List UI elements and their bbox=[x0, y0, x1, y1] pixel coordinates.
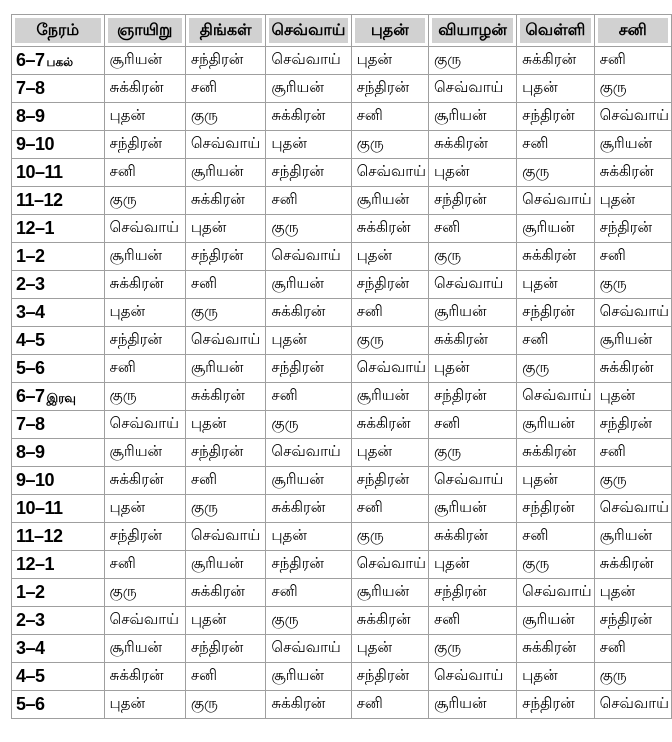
planet-cell: சூரியன் bbox=[104, 243, 185, 271]
planet-cell: சனி bbox=[185, 271, 266, 299]
planet-cell: சனி bbox=[104, 551, 185, 579]
day-night-label: பகல் bbox=[46, 55, 74, 69]
planet-cell: சுக்கிரன் bbox=[185, 579, 266, 607]
planet-cell: செவ்வாய் bbox=[517, 579, 594, 607]
planet-cell: சந்திரன் bbox=[594, 215, 671, 243]
planet-cell: சனி bbox=[594, 47, 671, 75]
table-row bbox=[12, 103, 672, 131]
planet-cell: செவ்வாய் bbox=[185, 523, 266, 551]
planet-cell: சுக்கிரன் bbox=[594, 551, 671, 579]
planet-cell: சுக்கிரன் bbox=[266, 299, 351, 327]
time-label: 6–7 bbox=[16, 386, 45, 406]
planet-cell: சூரியன் bbox=[104, 439, 185, 467]
planet-cell: புதன் bbox=[517, 467, 594, 495]
time-cell bbox=[12, 355, 105, 383]
planet-cell: புதன் bbox=[429, 159, 517, 187]
planet-cell: புதன் bbox=[517, 271, 594, 299]
planet-cell: சனி bbox=[351, 495, 428, 523]
table-row bbox=[12, 579, 672, 607]
time-label: 7–8 bbox=[16, 414, 45, 434]
planet-cell: சந்திரன் bbox=[185, 243, 266, 271]
planet-cell: சுக்கிரன் bbox=[185, 383, 266, 411]
time-cell bbox=[12, 187, 105, 215]
table-row bbox=[12, 663, 672, 691]
time-cell bbox=[12, 523, 105, 551]
planet-cell: குரு bbox=[185, 103, 266, 131]
planet-cell: செவ்வாய் bbox=[351, 159, 428, 187]
planet-cell: புதன் bbox=[429, 355, 517, 383]
planet-cell: குரு bbox=[351, 131, 428, 159]
table-row bbox=[12, 635, 672, 663]
planet-cell: செவ்வாய் bbox=[517, 187, 594, 215]
planet-cell: சூரியன் bbox=[517, 607, 594, 635]
time-cell bbox=[12, 327, 105, 355]
planet-cell: சுக்கிரன் bbox=[517, 635, 594, 663]
planet-cell: சந்திரன் bbox=[351, 467, 428, 495]
planet-cell: செவ்வாய் bbox=[266, 439, 351, 467]
planet-cell: சந்திரன் bbox=[351, 663, 428, 691]
planet-cell: சுக்கிரன் bbox=[351, 411, 428, 439]
planet-cell: சூரியன் bbox=[429, 495, 517, 523]
planet-cell: செவ்வாய் bbox=[266, 243, 351, 271]
planet-cell: குரு bbox=[429, 47, 517, 75]
planet-cell: குரு bbox=[351, 523, 428, 551]
day-column-header: திங்கள் bbox=[185, 15, 266, 47]
planet-cell: சூரியன் bbox=[351, 579, 428, 607]
planet-cell: சனி bbox=[517, 327, 594, 355]
table-row bbox=[12, 243, 672, 271]
planet-cell: செவ்வாய் bbox=[429, 663, 517, 691]
planet-cell: சூரியன் bbox=[351, 383, 428, 411]
planet-cell: சூரியன் bbox=[594, 131, 671, 159]
planet-cell: சந்திரன் bbox=[266, 159, 351, 187]
table-row bbox=[12, 411, 672, 439]
planet-cell: சுக்கிரன் bbox=[594, 159, 671, 187]
planet-cell: சூரியன் bbox=[266, 663, 351, 691]
planet-cell: குரு bbox=[104, 383, 185, 411]
planet-cell: சந்திரன் bbox=[429, 187, 517, 215]
planet-cell: சனி bbox=[351, 103, 428, 131]
planet-cell: சந்திரன் bbox=[594, 411, 671, 439]
planet-cell: குரு bbox=[185, 299, 266, 327]
table-row bbox=[12, 691, 672, 719]
planet-cell: குரு bbox=[429, 439, 517, 467]
time-label: 4–5 bbox=[16, 330, 45, 350]
day-column-header: செவ்வாய் bbox=[266, 15, 351, 47]
planet-cell: சந்திரன் bbox=[351, 271, 428, 299]
planet-cell: சனி bbox=[185, 75, 266, 103]
table-row bbox=[12, 75, 672, 103]
planet-cell: புதன் bbox=[351, 439, 428, 467]
table-body bbox=[12, 47, 672, 719]
planet-cell: சுக்கிரன் bbox=[266, 103, 351, 131]
day-column-header: வியாழன் bbox=[429, 15, 517, 47]
planet-cell: செவ்வாய் bbox=[185, 327, 266, 355]
planet-cell: சூரியன் bbox=[185, 551, 266, 579]
time-cell bbox=[12, 663, 105, 691]
table-row bbox=[12, 439, 672, 467]
time-label: 11–12 bbox=[16, 526, 63, 546]
header-row bbox=[12, 15, 672, 47]
planet-cell: புதன் bbox=[266, 523, 351, 551]
time-label: 7–8 bbox=[16, 78, 45, 98]
planet-cell: சந்திரன் bbox=[266, 355, 351, 383]
planet-cell: செவ்வாய் bbox=[517, 383, 594, 411]
planet-cell: செவ்வாய் bbox=[266, 635, 351, 663]
planet-cell: சுக்கிரன் bbox=[104, 467, 185, 495]
planet-cell: சுக்கிரன் bbox=[517, 439, 594, 467]
time-cell bbox=[12, 691, 105, 719]
time-cell bbox=[12, 159, 105, 187]
planet-cell: சூரியன் bbox=[351, 187, 428, 215]
planet-cell: செவ்வாய் bbox=[104, 607, 185, 635]
planet-cell: குரு bbox=[185, 691, 266, 719]
planet-cell: சுக்கிரன் bbox=[351, 215, 428, 243]
planet-cell: சந்திரன் bbox=[517, 299, 594, 327]
planet-cell: சூரியன் bbox=[185, 355, 266, 383]
planet-cell: புதன் bbox=[104, 691, 185, 719]
planet-cell: செவ்வாய் bbox=[429, 271, 517, 299]
planet-cell: சுக்கிரன் bbox=[429, 131, 517, 159]
planet-cell: புதன் bbox=[594, 187, 671, 215]
table-row bbox=[12, 523, 672, 551]
planet-cell: சனி bbox=[594, 439, 671, 467]
time-cell bbox=[12, 411, 105, 439]
planet-cell: புதன் bbox=[266, 327, 351, 355]
planet-cell: சனி bbox=[185, 663, 266, 691]
planet-cell: சனி bbox=[185, 467, 266, 495]
planet-cell: குரு bbox=[594, 271, 671, 299]
planet-cell: குரு bbox=[266, 215, 351, 243]
planet-cell: சனி bbox=[429, 411, 517, 439]
planet-cell: புதன் bbox=[104, 103, 185, 131]
planet-cell: குரு bbox=[517, 355, 594, 383]
planet-cell: சூரியன் bbox=[429, 691, 517, 719]
planet-cell: சந்திரன் bbox=[429, 579, 517, 607]
planet-cell: புதன் bbox=[266, 131, 351, 159]
planet-cell: சுக்கிரன் bbox=[429, 523, 517, 551]
table-row bbox=[12, 355, 672, 383]
time-label: 8–9 bbox=[16, 442, 45, 462]
planet-cell: சுக்கிரன் bbox=[185, 187, 266, 215]
table-row bbox=[12, 467, 672, 495]
planet-cell: சனி bbox=[517, 523, 594, 551]
planet-cell: புதன் bbox=[351, 47, 428, 75]
time-cell bbox=[12, 103, 105, 131]
day-column-header: வெள்ளி bbox=[517, 15, 594, 47]
time-label: 6–7 bbox=[16, 50, 45, 70]
planet-cell: குரு bbox=[104, 187, 185, 215]
planet-cell: சந்திரன் bbox=[351, 75, 428, 103]
planet-cell: சூரியன் bbox=[429, 103, 517, 131]
planet-cell: குரு bbox=[517, 551, 594, 579]
planet-cell: குரு bbox=[517, 159, 594, 187]
day-night-label: இரவு bbox=[46, 391, 76, 405]
planet-cell: குரு bbox=[429, 243, 517, 271]
time-label: 9–10 bbox=[16, 470, 55, 490]
planet-cell: செவ்வாய் bbox=[594, 103, 671, 131]
planet-cell: சூரியன் bbox=[266, 467, 351, 495]
day-column-header: ஞாயிறு bbox=[104, 15, 185, 47]
time-cell bbox=[12, 383, 105, 411]
time-cell bbox=[12, 131, 105, 159]
time-label: 11–12 bbox=[16, 190, 63, 210]
planet-cell: சனி bbox=[266, 383, 351, 411]
planet-cell: செவ்வாய் bbox=[351, 355, 428, 383]
planet-cell: செவ்வாய் bbox=[594, 299, 671, 327]
planet-cell: சுக்கிரன் bbox=[429, 327, 517, 355]
planet-cell: சனி bbox=[266, 187, 351, 215]
time-label: 5–6 bbox=[16, 358, 45, 378]
planet-cell: சனி bbox=[594, 243, 671, 271]
table-row bbox=[12, 271, 672, 299]
time-label: 1–2 bbox=[16, 582, 45, 602]
planet-cell: குரு bbox=[351, 327, 428, 355]
planet-cell: சந்திரன் bbox=[517, 103, 594, 131]
time-cell bbox=[12, 467, 105, 495]
planet-cell: புதன் bbox=[517, 663, 594, 691]
planet-cell: புதன் bbox=[351, 635, 428, 663]
time-label: 10–11 bbox=[16, 162, 63, 182]
planet-cell: செவ்வாய் bbox=[594, 495, 671, 523]
planet-cell: சந்திரன் bbox=[104, 131, 185, 159]
time-label: 2–3 bbox=[16, 274, 45, 294]
planet-cell: குரு bbox=[594, 75, 671, 103]
time-cell bbox=[12, 439, 105, 467]
time-cell bbox=[12, 495, 105, 523]
table-row bbox=[12, 215, 672, 243]
time-label: 3–4 bbox=[16, 302, 45, 322]
time-cell bbox=[12, 271, 105, 299]
planet-cell: செவ்வாய் bbox=[351, 551, 428, 579]
planet-cell: புதன் bbox=[185, 411, 266, 439]
planet-cell: சூரியன் bbox=[104, 635, 185, 663]
planet-cell: சுக்கிரன் bbox=[517, 47, 594, 75]
planet-cell: சந்திரன் bbox=[594, 607, 671, 635]
planet-cell: சனி bbox=[266, 579, 351, 607]
planet-cell: சனி bbox=[351, 299, 428, 327]
planet-cell: புதன் bbox=[185, 607, 266, 635]
time-cell bbox=[12, 299, 105, 327]
planet-cell: சனி bbox=[104, 159, 185, 187]
time-label: 10–11 bbox=[16, 498, 63, 518]
planet-cell: செவ்வாய் bbox=[429, 75, 517, 103]
planet-cell: சுக்கிரன் bbox=[517, 243, 594, 271]
time-cell bbox=[12, 551, 105, 579]
planet-cell: செவ்வாய் bbox=[185, 131, 266, 159]
planet-cell: சனி bbox=[594, 635, 671, 663]
planet-cell: சந்திரன் bbox=[185, 439, 266, 467]
table-row bbox=[12, 495, 672, 523]
planet-cell: சந்திரன் bbox=[104, 327, 185, 355]
planet-cell: சுக்கிரன் bbox=[266, 691, 351, 719]
planet-cell: சூரியன் bbox=[594, 327, 671, 355]
planet-cell: சுக்கிரன் bbox=[266, 495, 351, 523]
day-column-header: புதன் bbox=[351, 15, 428, 47]
planet-cell: சூரியன் bbox=[185, 159, 266, 187]
planet-cell: புதன் bbox=[104, 495, 185, 523]
time-label: 8–9 bbox=[16, 106, 45, 126]
day-column-header: சனி bbox=[594, 15, 671, 47]
table-row bbox=[12, 299, 672, 327]
planet-cell: குரு bbox=[266, 411, 351, 439]
planet-cell: புதன் bbox=[594, 579, 671, 607]
table-row bbox=[12, 159, 672, 187]
planet-cell: புதன் bbox=[517, 75, 594, 103]
table-row bbox=[12, 551, 672, 579]
planet-cell: சுக்கிரன் bbox=[104, 663, 185, 691]
time-cell bbox=[12, 47, 105, 75]
planet-cell: சந்திரன் bbox=[185, 47, 266, 75]
time-label: 1–2 bbox=[16, 246, 45, 266]
time-label: 9–10 bbox=[16, 134, 55, 154]
planet-cell: சூரியன் bbox=[266, 271, 351, 299]
planet-cell: குரு bbox=[104, 579, 185, 607]
planet-cell: புதன் bbox=[185, 215, 266, 243]
table-row bbox=[12, 327, 672, 355]
table-row bbox=[12, 607, 672, 635]
time-cell bbox=[12, 215, 105, 243]
table-row bbox=[12, 383, 672, 411]
planet-cell: குரு bbox=[594, 467, 671, 495]
planet-cell: செவ்வாய் bbox=[104, 411, 185, 439]
planet-cell: குரு bbox=[266, 607, 351, 635]
planet-cell: சுக்கிரன் bbox=[104, 75, 185, 103]
planet-cell: செவ்வாய் bbox=[266, 47, 351, 75]
planet-cell: சனி bbox=[517, 131, 594, 159]
time-label: 12–1 bbox=[16, 554, 55, 574]
planet-cell: சந்திரன் bbox=[429, 383, 517, 411]
time-label: 12–1 bbox=[16, 218, 55, 238]
planet-cell: சந்திரன் bbox=[517, 495, 594, 523]
planet-cell: சூரியன் bbox=[517, 411, 594, 439]
planet-cell: சந்திரன் bbox=[104, 523, 185, 551]
planet-cell: சுக்கிரன் bbox=[594, 355, 671, 383]
planet-cell: செவ்வாய் bbox=[104, 215, 185, 243]
planet-cell: சந்திரன் bbox=[266, 551, 351, 579]
planet-cell: புதன் bbox=[429, 551, 517, 579]
planet-cell: சூரியன் bbox=[429, 299, 517, 327]
planet-cell: சூரியன் bbox=[104, 47, 185, 75]
time-cell bbox=[12, 243, 105, 271]
time-column-header: நேரம் bbox=[12, 15, 105, 47]
time-label: 2–3 bbox=[16, 610, 45, 630]
planet-cell: குரு bbox=[429, 635, 517, 663]
planet-cell: செவ்வாய் bbox=[429, 467, 517, 495]
table-row bbox=[12, 187, 672, 215]
planet-cell: சுக்கிரன் bbox=[351, 607, 428, 635]
planet-cell: புதன் bbox=[594, 383, 671, 411]
planet-cell: குரு bbox=[185, 495, 266, 523]
planet-cell: சனி bbox=[429, 607, 517, 635]
time-label: 5–6 bbox=[16, 694, 45, 714]
time-cell bbox=[12, 579, 105, 607]
hora-table bbox=[11, 14, 672, 719]
planet-cell: சனி bbox=[429, 215, 517, 243]
planet-cell: சனி bbox=[351, 691, 428, 719]
time-cell bbox=[12, 75, 105, 103]
planet-cell: சனி bbox=[104, 355, 185, 383]
planet-cell: குரு bbox=[594, 663, 671, 691]
planet-cell: சூரியன் bbox=[266, 75, 351, 103]
time-label: 4–5 bbox=[16, 666, 45, 686]
time-cell bbox=[12, 607, 105, 635]
planet-cell: சூரியன் bbox=[517, 215, 594, 243]
planet-cell: சுக்கிரன் bbox=[104, 271, 185, 299]
planet-cell: புதன் bbox=[104, 299, 185, 327]
planet-cell: செவ்வாய் bbox=[594, 691, 671, 719]
time-label: 3–4 bbox=[16, 638, 45, 658]
table-row bbox=[12, 47, 672, 75]
planet-cell: சூரியன் bbox=[594, 523, 671, 551]
planet-cell: சந்திரன் bbox=[517, 691, 594, 719]
table-row bbox=[12, 131, 672, 159]
planet-cell: புதன் bbox=[351, 243, 428, 271]
time-cell bbox=[12, 635, 105, 663]
planet-cell: சந்திரன் bbox=[185, 635, 266, 663]
